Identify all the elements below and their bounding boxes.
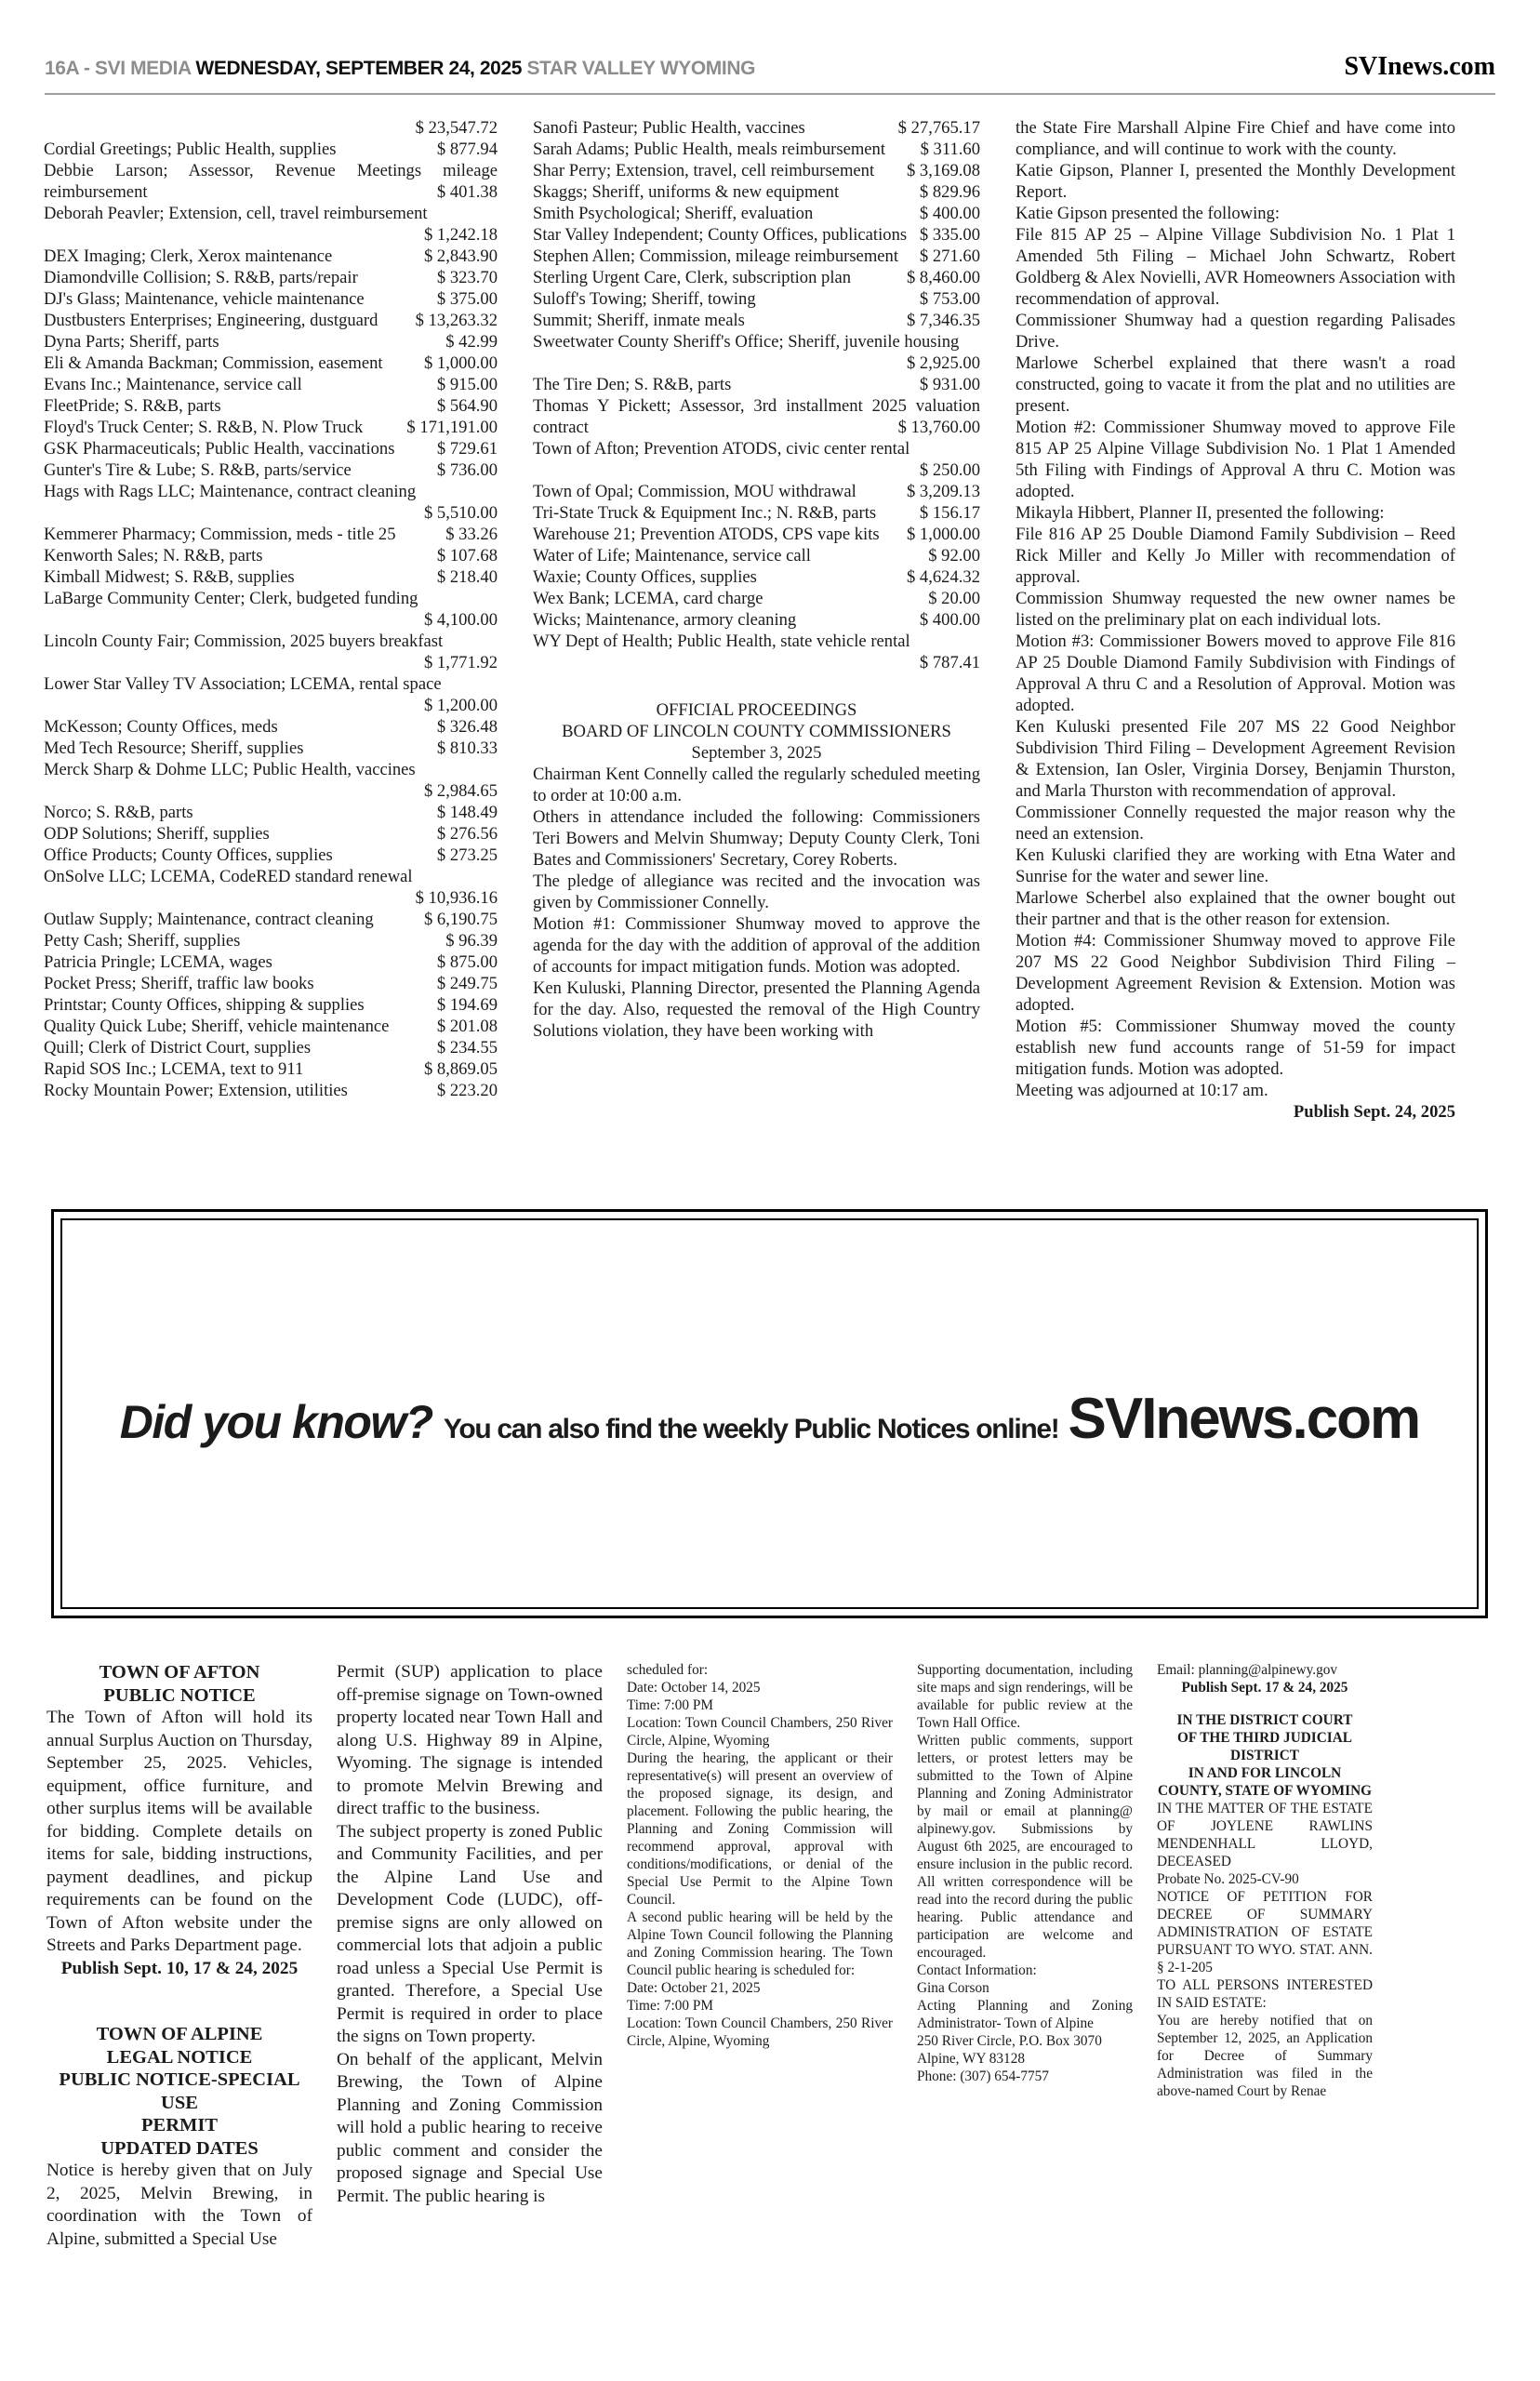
- payment-entry: [44, 417, 498, 438]
- payment-amount: $ 249.75: [436, 974, 498, 993]
- payee-description: Eli & Amanda Backman; Commission, easement: [44, 353, 383, 373]
- payment-amount: $ 1,000.00: [906, 525, 980, 544]
- payment-entry: [533, 502, 980, 524]
- masthead-site: SVInews.com: [1344, 52, 1495, 81]
- payment-entry: [44, 267, 498, 288]
- payment-entry: [44, 673, 498, 716]
- payment-amount: $ 27,765.17: [897, 118, 980, 138]
- proceedings-section: [0, 95, 1540, 1137]
- payment-amount: $ 323.70: [436, 268, 498, 287]
- page-number: 16A - SVI MEDIA: [45, 58, 191, 79]
- payment-amount: $ 148.49: [436, 803, 498, 822]
- payment-entry: [44, 716, 498, 738]
- payee-description: Petty Cash; Sheriff, supplies: [44, 931, 241, 951]
- payment-amount: $ 201.08: [436, 1017, 498, 1036]
- payee-description: Merck Sharp & Dohme LLC; Public Health, vaccines: [44, 760, 416, 779]
- payment-entry: [44, 631, 498, 673]
- payment-entry: [533, 438, 980, 481]
- payment-amount: $ 335.00: [919, 225, 980, 245]
- payment-amount: $ 7,346.35: [906, 311, 980, 330]
- notice-paragraph: Notice is hereby given that on July 2, 2025, Melvin Brewing, in coordination with the Town of Alpine, submitted a Special Use: [46, 2161, 312, 2249]
- payment-amount: $ 8,869.05: [423, 1059, 498, 1079]
- notice-paragraph: Email: planning@alpinewy.gov: [1157, 1662, 1338, 1678]
- payment-amount: $ 271.60: [919, 246, 980, 266]
- notice-gap: [1157, 1696, 1373, 1711]
- payee-description: The Tire Den; S. R&B, parts: [533, 375, 732, 394]
- notice-paragraph: Time: 7:00 PM: [627, 1998, 713, 2014]
- payment-entry: [533, 139, 980, 160]
- notice-column-4: [917, 1661, 1133, 2251]
- payment-entry: [44, 117, 498, 139]
- payment-amount: $ 3,209.13: [906, 482, 980, 501]
- payee-description: Med Tech Resource; Sheriff, supplies: [44, 738, 304, 758]
- payment-entry: [533, 160, 980, 181]
- notice-paragraph: You are hereby notified that on September 12, 2025, an Application for Decree of Summary Administration was filed in the above-named Court by Renae: [1157, 2013, 1373, 2099]
- payment-entry: [44, 1080, 498, 1101]
- payment-entry: [44, 288, 498, 310]
- payee-description: Kemmerer Pharmacy; Commission, meds - title 25: [44, 525, 396, 544]
- payment-amount: $ 931.00: [919, 375, 980, 394]
- proceedings-paragraph: Commissioner Shumway had a question regarding Palisades Drive.: [1016, 311, 1455, 352]
- payment-amount: $ 92.00: [928, 546, 980, 565]
- proceedings-paragraph: Ken Kuluski presented File 207 MS 22 Good Neighbor Subdivision Third Filing – Development Agreement Revision & Extension, Ian Osler, Virginia Dorsey, Benjamin Thurston, and Marla Thurston with recommendation of approval.: [1016, 717, 1455, 801]
- payment-amount: $ 4,100.00: [423, 610, 498, 630]
- proceedings-paragraph: Ken Kuluski clarified they are working with Etna Water and Sunrise for the water and sewer line.: [1016, 845, 1455, 886]
- payment-entry: [44, 374, 498, 395]
- payee-description: Waxie; County Offices, supplies: [533, 567, 757, 587]
- notice-heading: COUNTY, STATE OF WYOMING: [1157, 1783, 1373, 1799]
- payment-entry: [44, 588, 498, 631]
- payee-description: Summit; Sheriff, inmate meals: [533, 311, 745, 330]
- payment-amount: $ 875.00: [436, 952, 498, 972]
- proceedings-paragraph: Commissioner Connelly requested the major reason why the need an extension.: [1016, 803, 1455, 844]
- notice-paragraph: Alpine, WY 83128: [917, 2051, 1025, 2067]
- notice-paragraph: Location: Town Council Chambers, 250 River Circle, Alpine, Wyoming: [627, 1715, 893, 1749]
- payment-amount: $ 915.00: [436, 375, 498, 394]
- top-column-1: [44, 117, 498, 1137]
- notice-paragraph: A second public hearing will be held by the Alpine Town Council following the Planning and Zoning Commission hearing. The Town Council public hearing is scheduled for:: [627, 1909, 893, 1978]
- notice-heading: LEGAL NOTICE: [106, 2046, 253, 2068]
- notice-paragraph: Date: October 14, 2025: [627, 1680, 761, 1696]
- notice-heading: IN AND FOR LINCOLN: [1188, 1765, 1342, 1781]
- payee-description: Cordial Greetings; Public Health, supplies: [44, 140, 337, 159]
- proceedings-paragraph: Mikayla Hibbert, Planner II, presented the following:: [1016, 503, 1385, 523]
- payment-amount: $ 33.26: [445, 525, 498, 544]
- payment-amount: $ 20.00: [928, 589, 980, 608]
- notice-heading: PUBLIC NOTICE-SPECIAL USE: [59, 2069, 300, 2113]
- payee-description: ODP Solutions; Sheriff, supplies: [44, 824, 270, 844]
- proceedings-paragraph: Others in attendance included the following: Commissioners Teri Bowers and Melvin Shumway; Deputy County Clerk, Toni Bates and Commissioners' Secretary, Corey Roberts.: [533, 807, 980, 870]
- notice-gap: [46, 1980, 312, 2023]
- notice-heading: UPDATED DATES: [100, 2137, 259, 2159]
- payment-entry: [44, 1016, 498, 1037]
- publish-line: Publish Sept. 10, 17 & 24, 2025: [60, 1958, 299, 1978]
- top-column-3: [1016, 117, 1455, 1137]
- payment-entry: [533, 609, 980, 631]
- payment-entry: [44, 395, 498, 417]
- payment-entry: [533, 203, 980, 224]
- payment-entry: [44, 1037, 498, 1058]
- proceedings-paragraph: the State Fire Marshall Alpine Fire Chief and have come into compliance, and will continue to work with the county.: [1016, 118, 1455, 159]
- payment-entry: [533, 267, 980, 288]
- notice-heading: TOWN OF ALPINE: [96, 2024, 263, 2044]
- notice-paragraph: 250 River Circle, P.O. Box 3070: [917, 2033, 1102, 2049]
- notice-paragraph: scheduled for:: [627, 1662, 709, 1678]
- payee-description: Dyna Parts; Sheriff, parts: [44, 332, 219, 352]
- payment-amount: $ 223.20: [436, 1081, 498, 1100]
- payee-description: Floyd's Truck Center; S. R&B, N. Plow Truck: [44, 418, 364, 437]
- payment-entry: [44, 459, 498, 481]
- notice-heading: DISTRICT: [1230, 1748, 1299, 1763]
- notice-paragraph: The subject property is zoned Public and Community Facilities, and per the Alpine Land Use and Development Code (LUDC), off-premise signs are only allowed on commercial lots that adjoin a public road unless a Special Use Permit is granted. Therefore, a Special Use Permit is required in order to place the signs on Town property.: [337, 1821, 603, 2046]
- payment-amount: $ 1,000.00: [423, 353, 498, 373]
- payment-amount: $ 194.69: [436, 995, 498, 1015]
- payment-amount: $ 13,263.32: [415, 311, 498, 330]
- payment-amount: $ 42.99: [445, 332, 498, 352]
- payment-amount: $ 13,760.00: [897, 418, 980, 437]
- payee-description: Rapid SOS Inc.; LCEMA, text to 911: [44, 1059, 304, 1079]
- payee-description: Evans Inc.; Maintenance, service call: [44, 375, 302, 394]
- payment-amount: $ 401.38: [436, 182, 498, 202]
- payee-description: LaBarge Community Center; Clerk, budgeted funding: [44, 589, 418, 608]
- payee-description: Sterling Urgent Care, Clerk, subscription plan: [533, 268, 852, 287]
- payee-description: Dustbusters Enterprises; Engineering, dustguard: [44, 311, 378, 330]
- payment-entry: [533, 117, 980, 139]
- payment-amount: $ 877.94: [436, 140, 498, 159]
- proceedings-paragraph: Marlowe Scherbel explained that there wasn't a road constructed, going to vacate it from the plat and no utilities are present.: [1016, 353, 1455, 416]
- payee-description: Gunter's Tire & Lube; S. R&B, parts/service: [44, 460, 352, 480]
- proceedings-paragraph: Commission Shumway requested the new owner names be listed on the preliminary plat on each individual lots.: [1016, 589, 1455, 630]
- payment-amount: $ 23,547.72: [415, 118, 498, 138]
- payment-entry: [44, 930, 498, 951]
- payments-list-2: [533, 117, 980, 673]
- banner-site-link[interactable]: SVInews.com: [1068, 1387, 1420, 1451]
- payment-amount: $ 1,242.18: [423, 225, 498, 245]
- notice-paragraph: Date: October 21, 2025: [627, 1980, 761, 1996]
- notice-paragraph: Probate No. 2025-CV-90: [1157, 1871, 1299, 1887]
- issue-date: WEDNESDAY, SEPTEMBER 24, 2025: [195, 58, 523, 79]
- payee-description: Quality Quick Lube; Sheriff, vehicle maintenance: [44, 1017, 390, 1036]
- notice-column-3: [627, 1661, 893, 2251]
- payee-description: Wicks; Maintenance, armory cleaning: [533, 610, 797, 630]
- proceedings-paragraph: Motion #2: Commissioner Shumway moved to approve File 815 AP 25 Alpine Village Subdivision No. 1 Plat 1 Amended 5th Filing with Findings of Approval A thru C. Motion was adopted.: [1016, 418, 1455, 501]
- payment-entry: [44, 438, 498, 459]
- proceedings-text-1: [533, 764, 980, 1042]
- payment-amount: $ 810.33: [436, 738, 498, 758]
- payment-amount: $ 1,200.00: [423, 696, 498, 715]
- payment-amount: $ 250.00: [919, 460, 980, 480]
- payee-description: Lincoln County Fair; Commission, 2025 buyers breakfast: [44, 632, 444, 651]
- payee-description: WY Dept of Health; Public Health, state vehicle rental: [533, 632, 910, 651]
- payee-description: Rocky Mountain Power; Extension, utilities: [44, 1081, 348, 1100]
- promo-banner: [51, 1209, 1488, 1618]
- payee-description: GSK Pharmaceuticals; Public Health, vaccinations: [44, 439, 395, 459]
- notice-heading: OF THE THIRD JUDICIAL: [1177, 1730, 1352, 1746]
- proceedings-paragraph: Chairman Kent Connelly called the regularly scheduled meeting to order at 10:00 a.m.: [533, 765, 980, 805]
- proceedings-board: BOARD OF LINCOLN COUNTY COMMISSIONERS: [562, 722, 951, 741]
- proceedings-text-2: [1016, 117, 1455, 1101]
- payee-description: Suloff's Towing; Sheriff, towing: [533, 289, 756, 309]
- payee-description: Stephen Allen; Commission, mileage reimbursement: [533, 246, 898, 266]
- notice-paragraph: Written public comments, support letters, or protest letters may be submitted to the Town of Alpine Planning and Zoning Administrator by mail or email at planning@ alpinewy.gov. Submissions by August 6th 2025, are encouraged to ensure inclusion in the public record. All written correspondence will be read into the record during the public hearing. Public attendance and participation are welcome and encouraged.: [917, 1733, 1133, 1961]
- payee-description: FleetPride; S. R&B, parts: [44, 396, 221, 416]
- notice-paragraph: During the hearing, the applicant or their representative(s) will present an overview of the proposed signage, its design, and placement. Following the public hearing, the Planning and Zoning Commission will recommend approval, approval with conditions/modifications, or denial of the Special Use Permit to the Alpine Town Council.: [627, 1750, 893, 1908]
- notice-column-5: [1157, 1661, 1373, 2251]
- proceedings-date: September 3, 2025: [691, 743, 822, 763]
- proceedings-paragraph: Katie Gipson presented the following:: [1016, 204, 1281, 223]
- notice-paragraph: Supporting documentation, including site maps and sign renderings, will be available for public review at the Town Hall Office.: [917, 1662, 1133, 1731]
- proceedings-paragraph: Motion #1: Commissioner Shumway moved to approve the agenda for the day with the addition of approval of the addition of accounts for impact mitigation funds. Motion was adopted.: [533, 914, 980, 977]
- payment-entry: [44, 1058, 498, 1080]
- payee-description: Town of Opal; Commission, MOU withdrawal: [533, 482, 856, 501]
- notice-paragraph: NOTICE OF PETITION FOR DECREE OF SUMMARY ADMINISTRATION OF ESTATE PURSUANT TO WYO. STAT. ANN. § 2-1-205: [1157, 1889, 1373, 1975]
- payee-description: Deborah Peavler; Extension, cell, travel reimbursement: [44, 204, 428, 223]
- payment-amount: $ 4,624.32: [906, 567, 980, 587]
- notice-heading: TOWN OF AFTON: [99, 1662, 260, 1683]
- payment-entry: [44, 524, 498, 545]
- proceedings-title: OFFICIAL PROCEEDINGS: [656, 700, 857, 720]
- payment-entry: [44, 951, 498, 973]
- payment-amount: $ 564.90: [436, 396, 498, 416]
- payment-amount: $ 8,460.00: [906, 268, 980, 287]
- payment-amount: $ 1,771.92: [423, 653, 498, 672]
- payment-amount: $ 2,984.65: [423, 781, 498, 801]
- payment-entry: [533, 524, 980, 545]
- payment-amount: $ 787.41: [919, 653, 980, 672]
- payee-description: Star Valley Independent; County Offices, publications: [533, 225, 908, 245]
- payment-entry: [44, 566, 498, 588]
- payee-description: OnSolve LLC; LCEMA, CodeRED standard renewal: [44, 867, 413, 886]
- payment-amount: $ 736.00: [436, 460, 498, 480]
- payment-entry: [44, 352, 498, 374]
- payee-description: Outlaw Supply; Maintenance, contract cleaning: [44, 910, 374, 929]
- payment-entry: [533, 246, 980, 267]
- payment-amount: $ 273.25: [436, 845, 498, 865]
- payment-entry: [533, 631, 980, 673]
- payment-entry: [533, 545, 980, 566]
- notice-paragraph: On behalf of the applicant, Melvin Brewing, the Town of Alpine Planning and Zoning Commission will hold a public hearing to receive public comment and consider the proposed signage and Special Use Permit. The public hearing is: [337, 2049, 603, 2206]
- notice-paragraph: The Town of Afton will hold its annual Surplus Auction on Thursday, September 25, 2025. Vehicles, equipment, office furniture, and other surplus items will be available for bidding. Complete details on items for sale, bidding instructions, payment deadlines, and pickup requirements can be found on the Town of Afton website under the Streets and Parks Department page.: [46, 1708, 312, 1955]
- payment-amount: $ 5,510.00: [423, 503, 498, 523]
- payment-amount: $ 171,191.00: [406, 418, 498, 437]
- page-header: [0, 0, 1540, 82]
- payee-description: Diamondville Collision; S. R&B, parts/repair: [44, 268, 358, 287]
- payment-amount: $ 375.00: [436, 289, 498, 309]
- payment-amount: $ 326.48: [436, 717, 498, 737]
- proceedings-paragraph: Marlowe Scherbel also explained that the owner bought out their partner and that is the other reason for extension.: [1016, 888, 1455, 929]
- region-label: STAR VALLEY WYOMING: [526, 58, 756, 79]
- payment-entry: [44, 823, 498, 845]
- payment-entry: [533, 374, 980, 395]
- payment-entry: [44, 246, 498, 267]
- proceedings-paragraph: Motion #3: Commissioner Bowers moved to approve File 816 AP 25 Double Diamond Family Subdivision with Findings of Approval A thru C and a Resolution of Approval. Motion was adopted.: [1016, 632, 1455, 715]
- payments-list-1: [44, 117, 498, 1101]
- proceedings-paragraph: Motion #4: Commissioner Shumway moved to approve File 207 MS 22 Good Neighbor Subdivision Third Filing – Development Agreement Revision & Extension. Motion was adopted.: [1016, 931, 1455, 1015]
- proceedings-paragraph: Ken Kuluski, Planning Director, presented the Planning Agenda for the day. Also, requested the removal of the High Country Solutions violation, they have been working with: [533, 978, 980, 1041]
- payee-description: Sarah Adams; Public Health, meals reimbursement: [533, 140, 886, 159]
- payment-amount: $ 234.55: [436, 1038, 498, 1057]
- payee-description: Thomas Y Pickett; Assessor, 3rd installment 2025 valuation contract: [533, 396, 980, 437]
- payment-amount: $ 829.96: [919, 182, 980, 202]
- publish-line: Publish Sept. 17 & 24, 2025: [1181, 1680, 1348, 1696]
- payee-description: Shar Perry; Extension, travel, cell reimbursement: [533, 161, 875, 180]
- payment-amount: $ 2,843.90: [423, 246, 498, 266]
- payment-entry: [44, 203, 498, 246]
- payee-description: Lower Star Valley TV Association; LCEMA, rental space: [44, 674, 442, 694]
- header-left: [45, 58, 755, 80]
- proceedings-paragraph: Katie Gipson, Planner I, presented the Monthly Development Report.: [1016, 161, 1455, 202]
- payment-amount: $ 96.39: [445, 931, 498, 951]
- payment-entry: [44, 331, 498, 352]
- payee-description: Debbie Larson; Assessor, Revenue Meetings mileage reimbursement: [44, 161, 498, 202]
- notice-paragraph: IN THE MATTER OF THE ESTATE OF JOYLENE RAWLINS MENDENHALL LLOYD, DECEASED: [1157, 1801, 1373, 1869]
- proceedings-paragraph: Meeting was adjourned at 10:17 am.: [1016, 1081, 1268, 1100]
- payment-entry: [44, 909, 498, 930]
- payment-entry: [44, 973, 498, 994]
- promo-banner-frame: [60, 1218, 1479, 1609]
- payment-entry: [44, 994, 498, 1016]
- payment-amount: $ 218.40: [436, 567, 498, 587]
- notice-paragraph: Phone: (307) 654-7757: [917, 2068, 1049, 2084]
- payment-entry: [533, 331, 980, 374]
- payment-amount: $ 107.68: [436, 546, 498, 565]
- payee-description: Quill; Clerk of District Court, supplies: [44, 1038, 312, 1057]
- payment-amount: $ 400.00: [919, 204, 980, 223]
- proceedings-paragraph: File 815 AP 25 – Alpine Village Subdivision No. 1 Plat 1 Amended 5th Filing – Michael John Schwartz, Robert Goldberg & Alex Novielli, AVR Homeowners Association with recommendation of approval.: [1016, 225, 1455, 309]
- publish-line: Publish Sept. 24, 2025: [1293, 1102, 1455, 1122]
- payee-description: Skaggs; Sheriff, uniforms & new equipment: [533, 182, 840, 202]
- payment-entry: [44, 759, 498, 802]
- payee-description: Tri-State Truck & Equipment Inc.; N. R&B, parts: [533, 503, 877, 523]
- payee-description: Kenworth Sales; N. R&B, parts: [44, 546, 263, 565]
- payee-description: Water of Life; Maintenance, service call: [533, 546, 811, 565]
- payee-description: McKesson; County Offices, meds: [44, 717, 278, 737]
- payment-entry: [533, 588, 980, 609]
- notice-paragraph: Gina Corson: [917, 1980, 989, 1996]
- payment-entry: [44, 738, 498, 759]
- payment-entry: [44, 545, 498, 566]
- notice-paragraph: Location: Town Council Chambers, 250 River Circle, Alpine, Wyoming: [627, 2015, 893, 2049]
- public-notices-section: [0, 1661, 1540, 2251]
- banner-message: You can also find the weekly Public Notices online!: [443, 1414, 1059, 1444]
- payee-description: Patricia Pringle; LCEMA, wages: [44, 952, 272, 972]
- payment-amount: $ 3,169.08: [906, 161, 980, 180]
- payment-entry: [533, 481, 980, 502]
- payment-entry: [44, 481, 498, 524]
- payee-description: Town of Afton; Prevention ATODS, civic center rental: [533, 439, 910, 459]
- payee-description: DEX Imaging; Clerk, Xerox maintenance: [44, 246, 333, 266]
- payment-amount: $ 400.00: [919, 610, 980, 630]
- payment-amount: $ 276.56: [436, 824, 498, 844]
- payee-description: Kimball Midwest; S. R&B, supplies: [44, 567, 295, 587]
- payment-entry: [44, 310, 498, 331]
- notice-paragraph: Time: 7:00 PM: [627, 1697, 713, 1713]
- notice-column-1: [46, 1661, 312, 2251]
- notice-heading: PERMIT: [141, 2115, 218, 2135]
- payment-entry: [533, 310, 980, 331]
- payment-amount: $ 156.17: [919, 503, 980, 523]
- payee-description: Hags with Rags LLC; Maintenance, contract cleaning: [44, 482, 417, 501]
- payment-amount: $ 311.60: [920, 140, 980, 159]
- payee-description: Norco; S. R&B, parts: [44, 803, 193, 822]
- payment-entry: [533, 288, 980, 310]
- notice-paragraph: Acting Planning and Zoning Administrator- Town of Alpine: [917, 1998, 1133, 2031]
- notice-paragraph: Permit (SUP) application to place off-premise signage on Town-owned property located near Town Hall and along U.S. Highway 89 in Alpine, Wyoming. The signage is intended to promote Melvin Brewing and direct traffic to the business.: [337, 1662, 603, 1818]
- payee-description: Sweetwater County Sheriff's Office; Sheriff, juvenile housing: [533, 332, 960, 352]
- payee-description: Printstar; County Offices, shipping & supplies: [44, 995, 365, 1015]
- payee-description: Pocket Press; Sheriff, traffic law books: [44, 974, 314, 993]
- payment-amount: $ 753.00: [919, 289, 980, 309]
- top-column-2: [533, 117, 980, 1137]
- proceedings-paragraph: Motion #5: Commissioner Shumway moved the county establish new fund accounts range of 51-59 for impact mitigation funds. Motion was adopted.: [1016, 1017, 1455, 1079]
- payment-amount: $ 6,190.75: [423, 910, 498, 929]
- notice-heading: IN THE DISTRICT COURT: [1176, 1712, 1353, 1728]
- payment-entry: [44, 139, 498, 160]
- payment-entry: [44, 866, 498, 909]
- payment-entry: [533, 224, 980, 246]
- payment-entry: [533, 181, 980, 203]
- banner-lead: Did you know?: [119, 1396, 432, 1448]
- payee-description: Warehouse 21; Prevention ATODS, CPS vape kits: [533, 525, 880, 544]
- payment-entry: [44, 845, 498, 866]
- payment-entry: [533, 566, 980, 588]
- payee-description: Smith Psychological; Sheriff, evaluation: [533, 204, 814, 223]
- notice-column-2: [337, 1661, 603, 2251]
- notice-paragraph: Contact Information:: [917, 1962, 1037, 1978]
- proceedings-paragraph: The pledge of allegiance was recited and the invocation was given by Commissioner Connelly.: [533, 871, 980, 912]
- payment-amount: $ 10,936.16: [415, 888, 498, 908]
- payee-description: Sanofi Pasteur; Public Health, vaccines: [533, 118, 805, 138]
- payee-description: Office Products; County Offices, supplies: [44, 845, 333, 865]
- payment-entry: [44, 160, 498, 203]
- proceedings-headings: [533, 699, 980, 764]
- payee-description: DJ's Glass; Maintenance, vehicle maintenance: [44, 289, 365, 309]
- payee-description: Wex Bank; LCEMA, card charge: [533, 589, 763, 608]
- notice-heading: PUBLIC NOTICE: [103, 1684, 256, 1706]
- proceedings-paragraph: File 816 AP 25 Double Diamond Family Subdivision – Reed Rick Miller and Kelly Jo Miller with recommendation of approval.: [1016, 525, 1455, 587]
- payment-amount: $ 2,925.00: [906, 353, 980, 373]
- payment-entry: [533, 395, 980, 438]
- notice-paragraph: TO ALL PERSONS INTERESTED IN SAID ESTATE:: [1157, 1977, 1373, 2011]
- payment-amount: $ 729.61: [436, 439, 498, 459]
- payment-entry: [44, 802, 498, 823]
